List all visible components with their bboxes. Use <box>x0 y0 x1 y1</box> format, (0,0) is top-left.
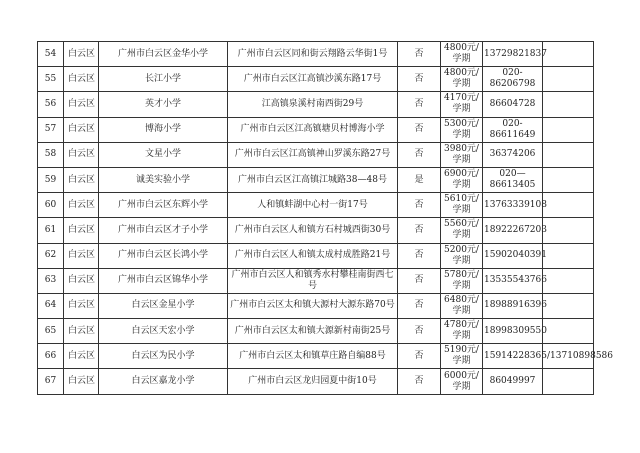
district-cell: 白云区 <box>64 344 99 369</box>
table-row <box>38 344 594 369</box>
flag-cell: 否 <box>398 344 441 369</box>
phone-cell: 86049997 <box>483 369 543 394</box>
flag-cell: 否 <box>398 319 441 344</box>
phone-cell: 15914228365/13710898586 <box>483 344 543 369</box>
row-number: 61 <box>38 218 64 243</box>
school-name-cell: 广州市白云区东辉小学 <box>99 193 228 218</box>
fee-cell: 5200元/学期 <box>441 243 483 268</box>
address-cell: 广州市白云区太和镇大源新村南街25号 <box>228 319 398 344</box>
row-number: 63 <box>38 268 64 293</box>
table-row <box>38 369 594 394</box>
fee-cell: 4800元/学期 <box>441 42 483 67</box>
address-cell: 广州市白云区人和镇太成村成胜路21号 <box>228 243 398 268</box>
address-cell: 江高镇泉溪村南西街29号 <box>228 92 398 117</box>
table-row <box>38 92 594 117</box>
flag-cell: 是 <box>398 167 441 192</box>
table-row <box>38 243 594 268</box>
note-cell <box>543 193 594 218</box>
flag-cell: 否 <box>398 42 441 67</box>
row-number: 59 <box>38 167 64 192</box>
table-row <box>38 67 594 92</box>
flag-cell: 否 <box>398 293 441 318</box>
address-cell: 广州市白云区太和镇草庄路自编88号 <box>228 344 398 369</box>
school-name-cell: 文星小学 <box>99 142 228 167</box>
note-cell <box>543 117 594 142</box>
flag-cell: 否 <box>398 92 441 117</box>
note-cell <box>543 243 594 268</box>
note-cell <box>543 167 594 192</box>
district-cell: 白云区 <box>64 67 99 92</box>
district-cell: 白云区 <box>64 193 99 218</box>
fee-cell: 6000元/学期 <box>441 369 483 394</box>
fee-cell: 4170元/学期 <box>441 92 483 117</box>
district-cell: 白云区 <box>64 293 99 318</box>
table-row <box>38 319 594 344</box>
note-cell <box>543 369 594 394</box>
phone-cell: 86604728 <box>483 92 543 117</box>
row-number: 62 <box>38 243 64 268</box>
flag-cell: 否 <box>398 193 441 218</box>
address-cell: 广州市白云区人和镇秀水村攀桂南街西七号 <box>228 268 398 293</box>
table-row <box>38 293 594 318</box>
fee-cell: 4800元/学期 <box>441 67 483 92</box>
phone-cell: 13535543766 <box>483 268 543 293</box>
note-cell <box>543 92 594 117</box>
district-cell: 白云区 <box>64 243 99 268</box>
address-cell: 广州市白云区江高镇神山罗溪东路27号 <box>228 142 398 167</box>
school-name-cell: 白云区天宏小学 <box>99 319 228 344</box>
district-cell: 白云区 <box>64 92 99 117</box>
school-name-cell: 白云区嘉龙小学 <box>99 369 228 394</box>
fee-cell: 6900元/学期 <box>441 167 483 192</box>
school-name-cell: 广州市白云区长鸿小学 <box>99 243 228 268</box>
school-name-cell: 广州市白云区锦华小学 <box>99 268 228 293</box>
flag-cell: 否 <box>398 67 441 92</box>
address-cell: 广州市白云区江高镇江城路38—48号 <box>228 167 398 192</box>
note-cell <box>543 293 594 318</box>
fee-cell: 3980元/学期 <box>441 142 483 167</box>
table-row <box>38 268 594 293</box>
row-number: 60 <box>38 193 64 218</box>
row-number: 55 <box>38 67 64 92</box>
flag-cell: 否 <box>398 369 441 394</box>
table-row <box>38 218 594 243</box>
school-name-cell: 诚美实验小学 <box>99 167 228 192</box>
row-number: 56 <box>38 92 64 117</box>
table-row <box>38 167 594 192</box>
row-number: 54 <box>38 42 64 67</box>
fee-cell: 5560元/学期 <box>441 218 483 243</box>
row-number: 58 <box>38 142 64 167</box>
school-name-cell: 白云区为民小学 <box>99 344 228 369</box>
note-cell <box>543 319 594 344</box>
phone-cell: 020—86613405 <box>483 167 543 192</box>
district-cell: 白云区 <box>64 218 99 243</box>
note-cell <box>543 42 594 67</box>
phone-cell: 18922267203 <box>483 218 543 243</box>
phone-cell: 15902040391 <box>483 243 543 268</box>
fee-cell: 5610元/学期 <box>441 193 483 218</box>
table-row <box>38 142 594 167</box>
phone-cell: 18998309550 <box>483 319 543 344</box>
school-name-cell: 广州市白云区才子小学 <box>99 218 228 243</box>
district-cell: 白云区 <box>64 117 99 142</box>
table-row <box>38 42 594 67</box>
table-row <box>38 193 594 218</box>
flag-cell: 否 <box>398 218 441 243</box>
row-number: 66 <box>38 344 64 369</box>
district-cell: 白云区 <box>64 319 99 344</box>
address-cell: 人和镇蚌湖中心村一街17号 <box>228 193 398 218</box>
note-cell <box>543 142 594 167</box>
fee-cell: 5190元/学期 <box>441 344 483 369</box>
phone-cell: 020-86206798 <box>483 67 543 92</box>
row-number: 57 <box>38 117 64 142</box>
address-cell: 广州市白云区龙归园夏中街10号 <box>228 369 398 394</box>
school-name-cell: 长江小学 <box>99 67 228 92</box>
phone-cell: 13729821837 <box>483 42 543 67</box>
row-number: 64 <box>38 293 64 318</box>
row-number: 67 <box>38 369 64 394</box>
district-cell: 白云区 <box>64 268 99 293</box>
district-cell: 白云区 <box>64 142 99 167</box>
note-cell <box>543 218 594 243</box>
school-name-cell: 英才小学 <box>99 92 228 117</box>
address-cell: 广州市白云区人和镇方石村城西街30号 <box>228 218 398 243</box>
school-name-cell: 广州市白云区金华小学 <box>99 42 228 67</box>
table-row <box>38 117 594 142</box>
phone-cell: 020-86611649 <box>483 117 543 142</box>
school-name-cell: 白云区金星小学 <box>99 293 228 318</box>
flag-cell: 否 <box>398 243 441 268</box>
phone-cell: 36374206 <box>483 142 543 167</box>
fee-cell: 5300元/学期 <box>441 117 483 142</box>
note-cell <box>543 67 594 92</box>
district-cell: 白云区 <box>64 42 99 67</box>
flag-cell: 否 <box>398 142 441 167</box>
district-cell: 白云区 <box>64 167 99 192</box>
district-cell: 白云区 <box>64 369 99 394</box>
address-cell: 广州市白云区同和街云翔路云华街1号 <box>228 42 398 67</box>
row-number: 65 <box>38 319 64 344</box>
phone-cell: 18988916396 <box>483 293 543 318</box>
school-name-cell: 博海小学 <box>99 117 228 142</box>
note-cell <box>543 268 594 293</box>
address-cell: 广州市白云区太和镇大源村大源东路70号 <box>228 293 398 318</box>
fee-cell: 4780元/学期 <box>441 319 483 344</box>
flag-cell: 否 <box>398 117 441 142</box>
address-cell: 广州市白云区江高镇塘贝村博海小学 <box>228 117 398 142</box>
flag-cell: 否 <box>398 268 441 293</box>
fee-cell: 5780元/学期 <box>441 268 483 293</box>
phone-cell: 13763339108 <box>483 193 543 218</box>
address-cell: 广州市白云区江高镇沙溪东路17号 <box>228 67 398 92</box>
fee-cell: 6480元/学期 <box>441 293 483 318</box>
school-table <box>37 41 614 395</box>
